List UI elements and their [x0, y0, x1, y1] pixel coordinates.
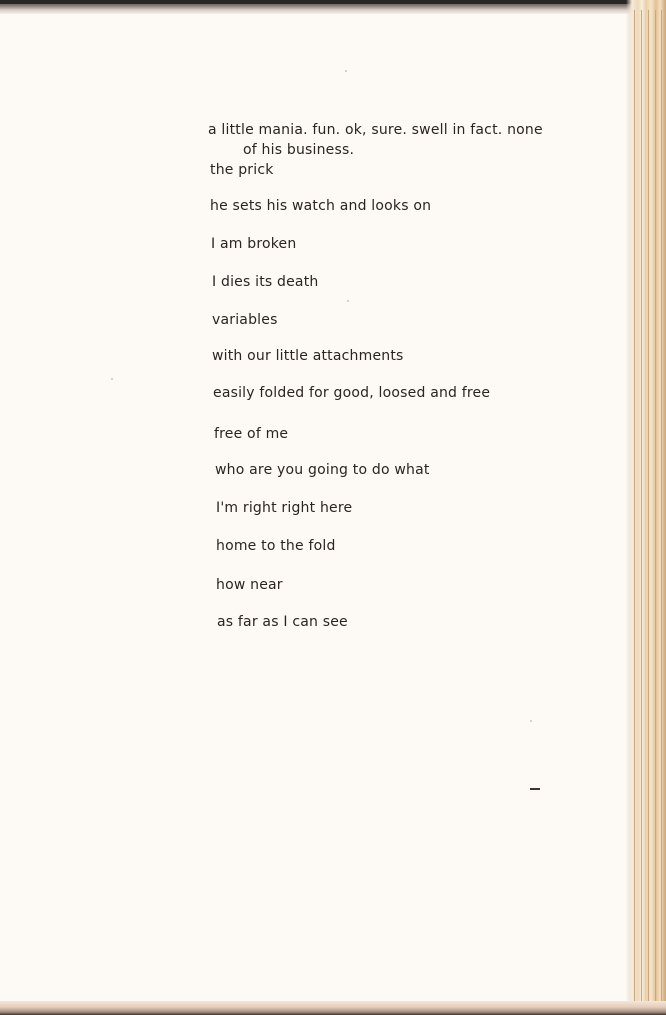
paper-speck — [530, 720, 532, 722]
poem-line: easily folded for good, loosed and free — [213, 385, 491, 401]
poem-line: who are you going to do what — [215, 462, 430, 478]
poem-line: as far as I can see — [217, 614, 348, 630]
poem-line: a little mania. fun. ok, sure. swell in fact. none — [208, 122, 543, 138]
poem-line: I dies its death — [212, 274, 319, 290]
poem-line: free of me — [214, 426, 289, 442]
poem-line: home to the fold — [216, 538, 336, 554]
poem-line: I'm right right here — [216, 500, 353, 516]
paper-speck — [347, 300, 349, 302]
paper-speck — [345, 70, 347, 72]
ink-mark — [530, 788, 540, 790]
paper-speck — [111, 378, 113, 380]
poem-line: variables — [212, 312, 278, 328]
poem-line: he sets his watch and looks on — [210, 198, 432, 214]
poem-line: I am broken — [211, 236, 297, 252]
poem-line: the prick — [210, 162, 274, 178]
poem-line: with our little attachments — [212, 348, 404, 364]
poem-line: of his business. — [243, 142, 355, 158]
poem-line: how near — [216, 577, 283, 593]
